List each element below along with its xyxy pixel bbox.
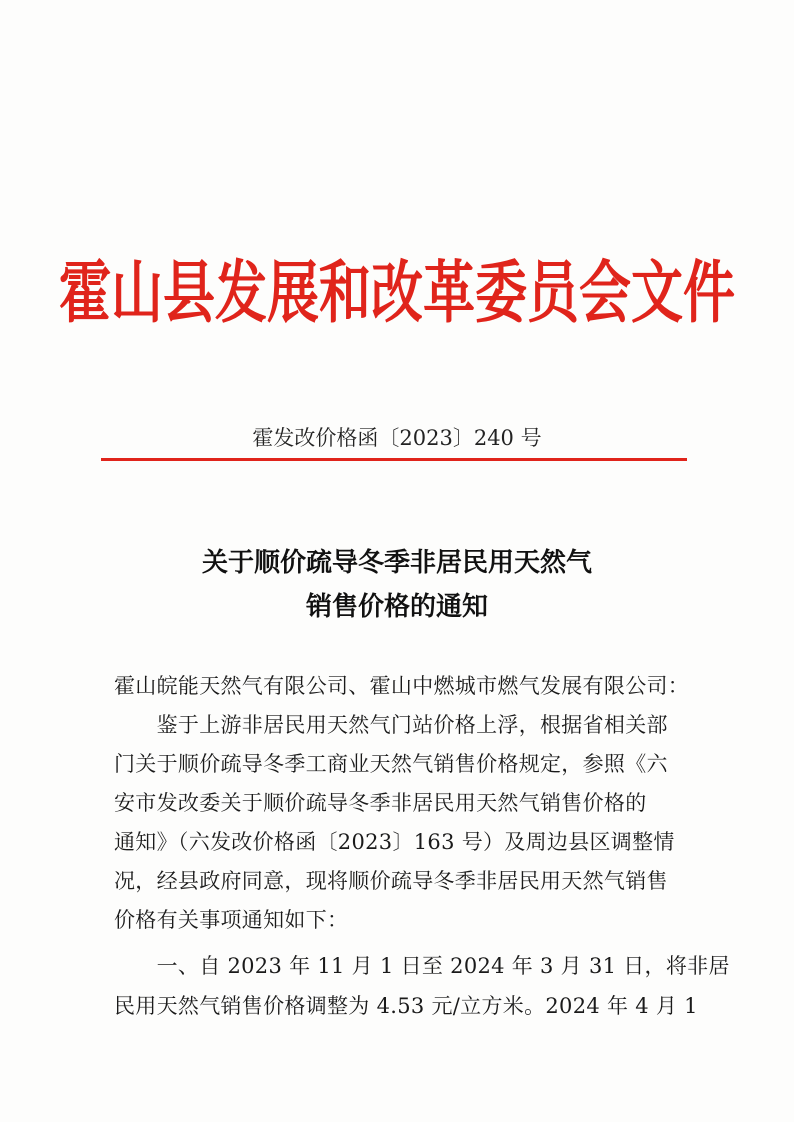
body-line: 霍山皖能天然气有限公司、霍山中燃城市燃气发展有限公司：: [114, 674, 690, 698]
document-number: 霍发改价格函〔2023〕240 号: [252, 426, 542, 450]
body-line: 门关于顺价疏导冬季工商业天然气销售价格规定，参照《六: [114, 752, 668, 776]
body-line: 民用天然气销售价格调整为 4.53 元/立方米。2024 年 4 月 1: [114, 994, 698, 1018]
body-line: 安市发改委关于顺价疏导冬季非居民用天然气销售价格的: [114, 791, 647, 815]
notice-title-line-2: 销售价格的通知: [305, 592, 488, 622]
issuing-agency-title: 霍山县发展和改革委员会文件: [58, 254, 735, 333]
red-divider-line: [101, 458, 687, 461]
body-line: 通知》（六发改价格函〔2023〕163 号）及周边县区调整情: [114, 830, 675, 854]
body-line: 况，经县政府同意，现将顺价疏导冬季非居民用天然气销售: [114, 869, 668, 893]
body-line: 鉴于上游非居民用天然气门站价格上浮，根据省相关部: [114, 713, 668, 737]
notice-title-line-1: 关于顺价疏导冬季非居民用天然气: [201, 548, 592, 578]
body-line: 价格有关事项通知如下：: [114, 908, 349, 932]
body-line: 一、自 2023 年 11 月 1 日至 2024 年 3 月 31 日，将非居: [114, 954, 730, 978]
